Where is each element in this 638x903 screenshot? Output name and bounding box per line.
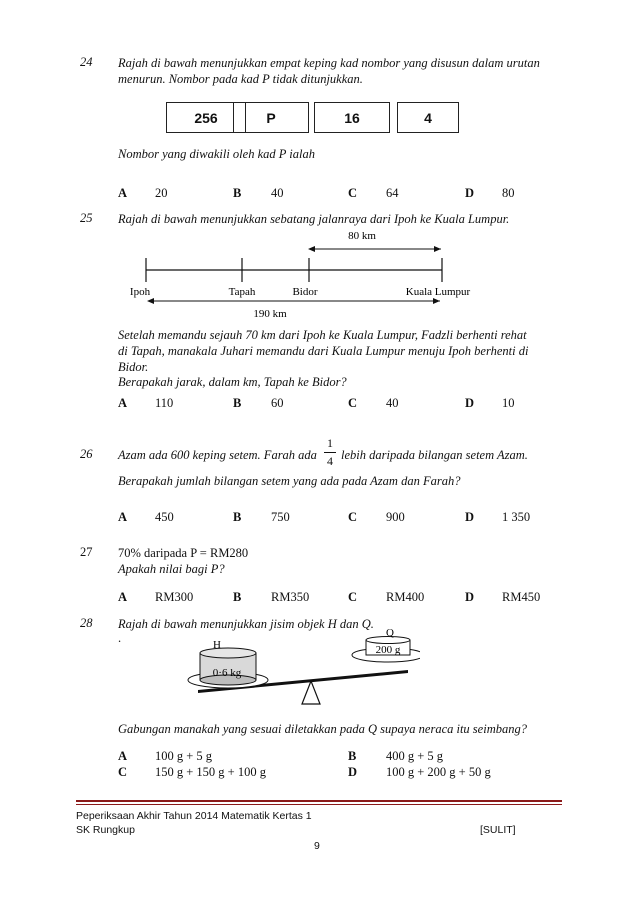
question-number: 25	[80, 211, 93, 225]
option-value: 40	[271, 186, 284, 200]
option-value: 40	[386, 396, 399, 410]
question-text: Setelah memandu sejauh 70 km dari Ipoh ke Kuala Lumpur, Fadzli berhenti rehat	[118, 328, 527, 342]
question-text: Azam ada 600 keping setem. Farah ada	[118, 448, 317, 462]
footer-school: SK Rungkup	[76, 824, 135, 836]
option-value: RM350	[271, 590, 310, 604]
option-value: 450	[155, 510, 174, 524]
road-diagram	[120, 226, 500, 322]
option-value: 64	[386, 186, 399, 200]
town-label: Kuala Lumpur	[405, 286, 471, 298]
number-card: 16	[314, 102, 390, 133]
option-letter: C	[348, 510, 358, 524]
page-number: 9	[314, 840, 320, 852]
option-value: 60	[271, 396, 284, 410]
option-letter: D	[465, 186, 475, 200]
object-mass: 200 g	[375, 644, 401, 656]
question-prompt: Berapakah jumlah bilangan setem yang ada pada Azam dan Farah?	[118, 474, 461, 488]
distance-label: 80 km	[348, 230, 376, 242]
question-text: 70% daripada P = RM280	[118, 546, 249, 560]
question-text: Rajah di bawah menunjukkan jisim objek H dan Q.	[118, 617, 374, 631]
option-letter: D	[465, 510, 475, 524]
option-letter: B	[348, 749, 357, 763]
option-value: 1 350	[502, 510, 531, 524]
question-text: Bidor.	[118, 360, 149, 374]
question-text: di Tapah, manakala Juhari memandu dari Kuala Lumpur menuju Ipoh berhenti di	[118, 344, 529, 358]
footer-rule	[76, 804, 562, 805]
footer-rule	[76, 800, 562, 802]
question-prompt: Nombor yang diwakili oleh kad P ialah	[118, 147, 315, 161]
option-value: 900	[386, 510, 405, 524]
question-prompt: Gabungan manakah yang sesuai diletakkan pada Q supaya neraca itu seimbang?	[118, 722, 527, 736]
option-letter: B	[233, 590, 242, 604]
object-h-top	[200, 648, 256, 658]
option-letter: D	[465, 590, 475, 604]
town-label: Bidor	[292, 286, 318, 298]
option-value: 100 g + 5 g	[155, 749, 213, 763]
town-label: Ipoh	[129, 286, 151, 298]
question-text: Rajah di bawah menunjukkan sebatang jalanraya dari Ipoh ke Kuala Lumpur.	[118, 212, 510, 226]
fraction-numerator: 1	[327, 436, 333, 450]
option-value: 20	[155, 186, 168, 200]
question-number: 24	[80, 55, 93, 69]
object-mass: 0·6 kg	[212, 667, 242, 679]
town-label: Tapah	[228, 286, 256, 298]
punctuation-mark: .	[118, 631, 122, 645]
question-number: 28	[80, 616, 93, 630]
option-letter: B	[233, 186, 242, 200]
option-value: 10	[502, 396, 515, 410]
option-value: 80	[502, 186, 515, 200]
question-number: 27	[80, 545, 93, 559]
option-letter: A	[118, 186, 128, 200]
option-letter: A	[118, 396, 128, 410]
option-value: 100 g + 200 g + 50 g	[386, 765, 491, 779]
number-card: P	[233, 102, 309, 133]
question-prompt: Apakah nilai bagi P?	[118, 562, 225, 576]
option-letter: D	[465, 396, 475, 410]
question-prompt: Berapakah jarak, dalam km, Tapah ke Bidor?	[118, 375, 347, 389]
distance-label: 190 km	[253, 308, 287, 320]
option-letter: A	[118, 510, 128, 524]
option-value: RM400	[386, 590, 425, 604]
option-letter: B	[233, 396, 242, 410]
option-letter: C	[348, 186, 358, 200]
balance-fulcrum	[302, 681, 320, 704]
option-letter: C	[348, 396, 358, 410]
balance-diagram	[180, 625, 420, 705]
object-label: H	[213, 639, 221, 651]
question-text: lebih daripada bilangan setem Azam.	[341, 448, 528, 462]
option-letter: D	[348, 765, 358, 779]
option-letter: C	[348, 590, 358, 604]
option-letter: A	[118, 749, 128, 763]
option-value: 110	[155, 396, 174, 410]
option-value: 150 g + 150 g + 100 g	[155, 765, 266, 779]
option-value: RM300	[155, 590, 194, 604]
option-letter: C	[118, 765, 128, 779]
fraction-denominator: 4	[327, 454, 333, 468]
number-card: 4	[397, 102, 459, 133]
question-number: 26	[80, 447, 93, 461]
option-letter: B	[233, 510, 242, 524]
footer-title: Peperiksaan Akhir Tahun 2014 Matematik Kertas 1	[76, 810, 312, 822]
footer-tag: [SULIT]	[480, 824, 516, 836]
fraction-bar	[324, 452, 336, 453]
option-value: 400 g + 5 g	[386, 749, 444, 763]
option-letter: A	[118, 590, 128, 604]
number-card: 256	[166, 102, 246, 133]
object-label: Q	[386, 627, 394, 639]
option-value: RM450	[502, 590, 541, 604]
option-value: 750	[271, 510, 290, 524]
question-text: Rajah di bawah menunjukkan empat keping kad nombor yang disusun dalam urutan menurun. Nombor pada kad P tidak ditunjukkan.	[118, 56, 540, 86]
